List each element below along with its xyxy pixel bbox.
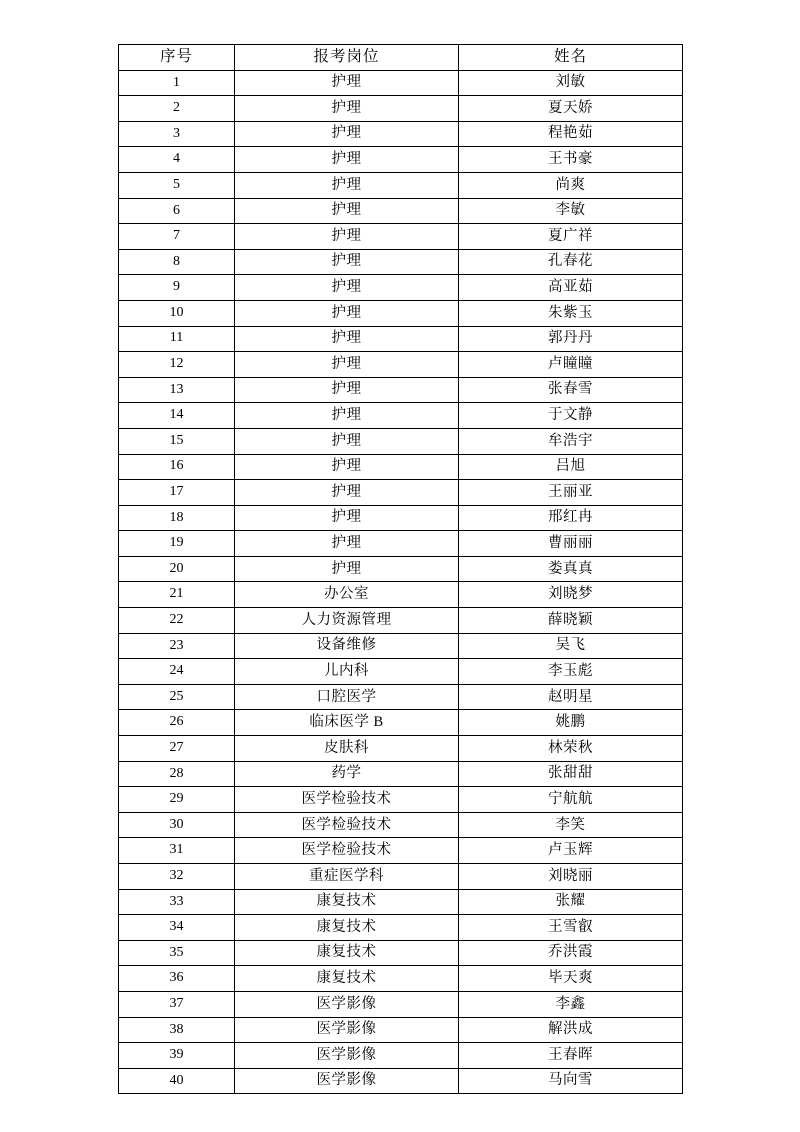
cell-index: 23 bbox=[119, 633, 235, 659]
table-row bbox=[119, 326, 683, 352]
cell-post: 护理 bbox=[235, 428, 459, 454]
cell-name: 李玉彪 bbox=[459, 659, 683, 685]
cell-index: 29 bbox=[119, 787, 235, 813]
cell-post: 医学影像 bbox=[235, 1043, 459, 1069]
table-row bbox=[119, 1043, 683, 1069]
cell-index: 8 bbox=[119, 249, 235, 275]
cell-name: 高亚茹 bbox=[459, 275, 683, 301]
cell-index: 19 bbox=[119, 531, 235, 557]
cell-name: 张春雪 bbox=[459, 377, 683, 403]
cell-index: 36 bbox=[119, 966, 235, 992]
cell-post: 护理 bbox=[235, 300, 459, 326]
cell-name: 刘敏 bbox=[459, 70, 683, 96]
cell-post: 医学检验技术 bbox=[235, 787, 459, 813]
cell-index: 2 bbox=[119, 96, 235, 122]
table-row bbox=[119, 249, 683, 275]
table-body bbox=[119, 70, 683, 1094]
table-row bbox=[119, 480, 683, 506]
table-row bbox=[119, 940, 683, 966]
cell-post: 康复技术 bbox=[235, 966, 459, 992]
cell-name: 于文静 bbox=[459, 403, 683, 429]
cell-post: 临床医学 B bbox=[235, 710, 459, 736]
cell-name: 吕旭 bbox=[459, 454, 683, 480]
table-row bbox=[119, 736, 683, 762]
cell-post: 护理 bbox=[235, 505, 459, 531]
table-row bbox=[119, 659, 683, 685]
table-header-row bbox=[119, 45, 683, 71]
cell-post: 护理 bbox=[235, 454, 459, 480]
cell-name: 乔洪霞 bbox=[459, 940, 683, 966]
cell-post: 儿内科 bbox=[235, 659, 459, 685]
column-header-index: 序号 bbox=[119, 45, 235, 71]
cell-name: 李笑 bbox=[459, 812, 683, 838]
cell-index: 3 bbox=[119, 121, 235, 147]
cell-index: 35 bbox=[119, 940, 235, 966]
cell-index: 34 bbox=[119, 915, 235, 941]
cell-name: 李敏 bbox=[459, 198, 683, 224]
cell-name: 孔春花 bbox=[459, 249, 683, 275]
cell-post: 医学影像 bbox=[235, 1068, 459, 1094]
cell-index: 13 bbox=[119, 377, 235, 403]
table-row bbox=[119, 275, 683, 301]
table-row bbox=[119, 147, 683, 173]
cell-name: 毕天爽 bbox=[459, 966, 683, 992]
cell-post: 护理 bbox=[235, 531, 459, 557]
cell-name: 姚鹏 bbox=[459, 710, 683, 736]
cell-name: 刘晓梦 bbox=[459, 582, 683, 608]
table-row bbox=[119, 761, 683, 787]
cell-index: 17 bbox=[119, 480, 235, 506]
cell-post: 护理 bbox=[235, 249, 459, 275]
cell-post: 医学检验技术 bbox=[235, 812, 459, 838]
table-row bbox=[119, 710, 683, 736]
cell-name: 马向雪 bbox=[459, 1068, 683, 1094]
table-row bbox=[119, 428, 683, 454]
cell-name: 尚爽 bbox=[459, 172, 683, 198]
cell-name: 王雪叡 bbox=[459, 915, 683, 941]
cell-index: 24 bbox=[119, 659, 235, 685]
cell-name: 薛晓颖 bbox=[459, 608, 683, 634]
cell-index: 14 bbox=[119, 403, 235, 429]
table-row bbox=[119, 352, 683, 378]
table-row bbox=[119, 1017, 683, 1043]
cell-name: 邢红冉 bbox=[459, 505, 683, 531]
cell-index: 27 bbox=[119, 736, 235, 762]
table-row bbox=[119, 582, 683, 608]
table-row bbox=[119, 505, 683, 531]
table-row bbox=[119, 889, 683, 915]
cell-name: 娄真真 bbox=[459, 556, 683, 582]
cell-index: 15 bbox=[119, 428, 235, 454]
cell-post: 皮肤科 bbox=[235, 736, 459, 762]
cell-index: 22 bbox=[119, 608, 235, 634]
cell-name: 宁航航 bbox=[459, 787, 683, 813]
cell-index: 1 bbox=[119, 70, 235, 96]
table-row bbox=[119, 454, 683, 480]
cell-name: 牟浩宇 bbox=[459, 428, 683, 454]
table-row bbox=[119, 1068, 683, 1094]
cell-post: 护理 bbox=[235, 224, 459, 250]
column-header-post: 报考岗位 bbox=[235, 45, 459, 71]
table-row bbox=[119, 198, 683, 224]
table-row bbox=[119, 633, 683, 659]
table-row bbox=[119, 684, 683, 710]
table-row bbox=[119, 531, 683, 557]
cell-post: 重症医学科 bbox=[235, 864, 459, 890]
cell-post: 医学影像 bbox=[235, 1017, 459, 1043]
cell-name: 王春晖 bbox=[459, 1043, 683, 1069]
cell-index: 37 bbox=[119, 991, 235, 1017]
cell-index: 38 bbox=[119, 1017, 235, 1043]
table-header bbox=[119, 45, 683, 71]
cell-index: 32 bbox=[119, 864, 235, 890]
cell-name: 夏广祥 bbox=[459, 224, 683, 250]
cell-index: 39 bbox=[119, 1043, 235, 1069]
cell-post: 护理 bbox=[235, 480, 459, 506]
cell-index: 33 bbox=[119, 889, 235, 915]
cell-index: 31 bbox=[119, 838, 235, 864]
cell-index: 25 bbox=[119, 684, 235, 710]
table-row bbox=[119, 838, 683, 864]
cell-index: 21 bbox=[119, 582, 235, 608]
table-row bbox=[119, 966, 683, 992]
cell-post: 护理 bbox=[235, 198, 459, 224]
table-row bbox=[119, 172, 683, 198]
cell-index: 10 bbox=[119, 300, 235, 326]
table-row bbox=[119, 864, 683, 890]
cell-post: 康复技术 bbox=[235, 889, 459, 915]
cell-post: 康复技术 bbox=[235, 915, 459, 941]
cell-name: 李鑫 bbox=[459, 991, 683, 1017]
cell-name: 赵明星 bbox=[459, 684, 683, 710]
cell-post: 护理 bbox=[235, 352, 459, 378]
table-row bbox=[119, 812, 683, 838]
table-row bbox=[119, 991, 683, 1017]
cell-name: 吴飞 bbox=[459, 633, 683, 659]
cell-name: 林荣秋 bbox=[459, 736, 683, 762]
cell-post: 护理 bbox=[235, 403, 459, 429]
cell-name: 王丽亚 bbox=[459, 480, 683, 506]
cell-index: 11 bbox=[119, 326, 235, 352]
cell-index: 20 bbox=[119, 556, 235, 582]
cell-index: 26 bbox=[119, 710, 235, 736]
cell-name: 解洪成 bbox=[459, 1017, 683, 1043]
cell-post: 护理 bbox=[235, 172, 459, 198]
table-row bbox=[119, 556, 683, 582]
cell-post: 医学影像 bbox=[235, 991, 459, 1017]
cell-post: 护理 bbox=[235, 556, 459, 582]
cell-index: 5 bbox=[119, 172, 235, 198]
cell-post: 康复技术 bbox=[235, 940, 459, 966]
cell-post: 医学检验技术 bbox=[235, 838, 459, 864]
cell-index: 6 bbox=[119, 198, 235, 224]
table-row bbox=[119, 377, 683, 403]
table-row bbox=[119, 787, 683, 813]
cell-post: 护理 bbox=[235, 377, 459, 403]
cell-index: 40 bbox=[119, 1068, 235, 1094]
cell-name: 曹丽丽 bbox=[459, 531, 683, 557]
cell-index: 30 bbox=[119, 812, 235, 838]
cell-index: 16 bbox=[119, 454, 235, 480]
table-row bbox=[119, 224, 683, 250]
cell-name: 王书豪 bbox=[459, 147, 683, 173]
table-row bbox=[119, 915, 683, 941]
cell-post: 护理 bbox=[235, 147, 459, 173]
cell-name: 张耀 bbox=[459, 889, 683, 915]
cell-index: 7 bbox=[119, 224, 235, 250]
table-row bbox=[119, 608, 683, 634]
table-row bbox=[119, 121, 683, 147]
cell-post: 护理 bbox=[235, 121, 459, 147]
table-row bbox=[119, 403, 683, 429]
cell-post: 药学 bbox=[235, 761, 459, 787]
cell-name: 刘晓丽 bbox=[459, 864, 683, 890]
cell-post: 设备维修 bbox=[235, 633, 459, 659]
cell-post: 护理 bbox=[235, 70, 459, 96]
cell-name: 卢玉辉 bbox=[459, 838, 683, 864]
cell-post: 办公室 bbox=[235, 582, 459, 608]
cell-post: 口腔医学 bbox=[235, 684, 459, 710]
cell-name: 夏天娇 bbox=[459, 96, 683, 122]
cell-index: 18 bbox=[119, 505, 235, 531]
table-row bbox=[119, 300, 683, 326]
cell-post: 人力资源管理 bbox=[235, 608, 459, 634]
candidate-roster-table bbox=[118, 44, 683, 1094]
cell-name: 郭丹丹 bbox=[459, 326, 683, 352]
cell-name: 张甜甜 bbox=[459, 761, 683, 787]
cell-post: 护理 bbox=[235, 96, 459, 122]
cell-index: 4 bbox=[119, 147, 235, 173]
cell-post: 护理 bbox=[235, 275, 459, 301]
cell-index: 28 bbox=[119, 761, 235, 787]
cell-post: 护理 bbox=[235, 326, 459, 352]
cell-index: 12 bbox=[119, 352, 235, 378]
cell-name: 卢瞳瞳 bbox=[459, 352, 683, 378]
cell-name: 程艳茹 bbox=[459, 121, 683, 147]
table-row bbox=[119, 96, 683, 122]
cell-index: 9 bbox=[119, 275, 235, 301]
cell-name: 朱紫玉 bbox=[459, 300, 683, 326]
table-row bbox=[119, 70, 683, 96]
column-header-name: 姓名 bbox=[459, 45, 683, 71]
